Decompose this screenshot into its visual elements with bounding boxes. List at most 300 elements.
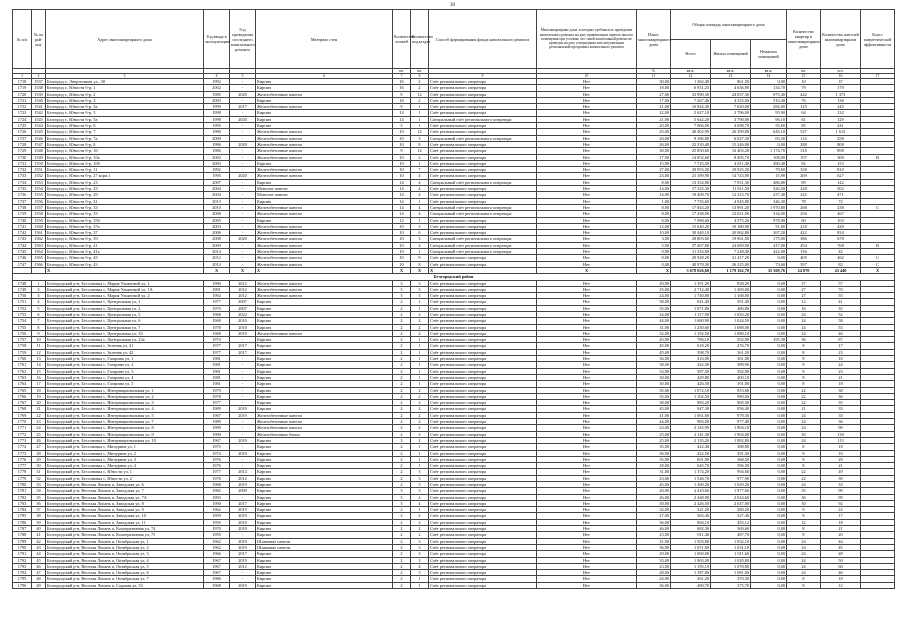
row-wall-material: Кирпич (256, 507, 393, 513)
row-area-living: 994,60 (711, 469, 751, 475)
row-wall-material: Железобетонные панели (256, 230, 393, 236)
row-apartments: 12 (787, 299, 821, 305)
row-district-no: 1542 (32, 110, 46, 116)
row-address: Белгородский р-н, Веселая Лопань п, Заводская ул, 11 (46, 519, 204, 525)
row-wall-material: Кирпич (256, 406, 393, 412)
row-wall-material: Кирпич (256, 532, 393, 538)
row-residents: 90 (821, 488, 861, 494)
column-number: 14 (751, 74, 787, 79)
row-year-built: 1992 (204, 79, 230, 85)
row-year-built: 2003 (204, 160, 230, 166)
row-floors: 10 (393, 255, 411, 261)
row-year-overhaul: 2012 (230, 563, 256, 569)
row-wear: 0,00 (637, 261, 671, 267)
row-floors: 2 (393, 431, 411, 437)
row-emergency: Нет (537, 519, 637, 525)
row-address: Белгородский р-н, Веселая Лопань п, Октябрьская ул, 1 (46, 538, 204, 544)
row-residents: 44 (821, 538, 861, 544)
row-entrances: 2 (411, 513, 429, 519)
row-fund-method: Счёт регионального оператора (429, 387, 537, 393)
row-emergency: Нет (537, 179, 637, 185)
row-area-living: 4 335,00 (711, 97, 751, 103)
row-apartments: 397 (787, 261, 821, 267)
row-district-no: 1549 (32, 154, 46, 160)
row-year-overhaul: 2017 (230, 104, 256, 110)
row-area-nonliving: 0,00 (751, 368, 787, 374)
row-area-nonliving: 417,00 (751, 242, 787, 248)
row-wall-material: Кирпич (256, 551, 393, 557)
row-area-all: 25 850,60 (671, 148, 711, 154)
row-fund-method: Счёт регионального оператора (429, 538, 537, 544)
row-no: 1770 (13, 419, 32, 425)
row-wear: 12,00 (637, 223, 671, 229)
row-residents: 72 (821, 198, 861, 204)
row-district-no: 34 (32, 488, 46, 494)
row-year-built: 1986 (204, 141, 230, 147)
row-year-overhaul: - (230, 456, 256, 462)
header-year-overhaul: Год проведения последнего капитального ремонта (230, 10, 256, 69)
row-district-no: 1563 (32, 242, 46, 248)
row-area-living: 7 931,30 (711, 179, 751, 185)
row-district-no: 1546 (32, 135, 46, 141)
row-district-no: 3 (32, 293, 46, 299)
row-area-all: 37 467,80 (671, 242, 711, 248)
row-entrances: 2 (411, 97, 429, 103)
row-area-all: 7 725,30 (671, 160, 711, 166)
row-emergency: Нет (537, 532, 637, 538)
row-address: Белгородский р-н, Веселая Лопань п, Октябрьская ул, 2 (46, 544, 204, 550)
row-year-overhaul: 2018 (230, 324, 256, 330)
row-residents: 179 (821, 85, 861, 91)
row-no: 1723 (13, 110, 32, 116)
row-area-all: 11 333,60 (671, 249, 711, 255)
row-entrances: 3 (411, 488, 429, 494)
row-address: Белгород г., Юности б-р, 43 (46, 261, 204, 267)
row-area-nonliving: 95,90 (751, 110, 787, 116)
row-district-no: 42 (32, 538, 46, 544)
row-district-no: 12 (32, 349, 46, 355)
row-fund-method: Счёт регионального оператора (429, 563, 537, 569)
row-district-no: 1557 (32, 204, 46, 210)
row-address: Белгородский р-н, Бессоновка с, Центральная ул, 2 (46, 305, 204, 311)
row-floors: 2 (393, 425, 411, 431)
row-year-built: 1975 (204, 444, 230, 450)
row-entrances: 1 (411, 368, 429, 374)
row-apartments: 24 (787, 551, 821, 557)
row-floors: 2 (393, 456, 411, 462)
column-number: 11 (637, 74, 671, 79)
row-floors: 9 (393, 91, 411, 97)
row-wear: 23,00 (637, 532, 671, 538)
row-emergency: Нет (537, 148, 637, 154)
row-area-living: 953,80 (711, 387, 751, 393)
row-residents: 132 (821, 110, 861, 116)
row-apartments: 338 (787, 167, 821, 173)
row-apartments: 24 (787, 557, 821, 563)
row-area-living: 368,50 (711, 456, 751, 462)
row-emergency: Нет (537, 406, 637, 412)
row-area-nonliving: 1 970,80 (751, 204, 787, 210)
row-area-nonliving: 0,00 (751, 538, 787, 544)
row-fund-method: Счёт регионального оператора (429, 186, 537, 192)
row-fund-method: Счёт регионального оператора (429, 406, 537, 412)
row-area-living: 19 925,30 (711, 167, 751, 173)
row-district-no: 26 (32, 437, 46, 443)
row-year-built: 1999 (204, 104, 230, 110)
row-fund-method: Счёт регионального оператора (429, 482, 537, 488)
row-apartments: 36 (787, 494, 821, 500)
row-area-nonliving: 15,90 (751, 173, 787, 179)
row-area-living: 26 399,80 (711, 129, 751, 135)
row-area-all: 1 963,00 (671, 557, 711, 563)
row-apartments: 16 (787, 305, 821, 311)
row-fund-method: Счёт регионального оператора (429, 97, 537, 103)
row-no: 1739 (13, 211, 32, 217)
row-fund-method: Счёт регионального оператора (429, 129, 537, 135)
row-wall-material: Железобетонные панели (256, 104, 393, 110)
page-number: 30 (450, 3, 455, 8)
row-emergency: Нет (537, 293, 637, 299)
row-fund-method: Счёт регионального оператора (429, 381, 537, 387)
table-body (13, 79, 895, 589)
row-wear: 25,00 (637, 437, 671, 443)
row-emergency: Нет (537, 349, 637, 355)
row-apartments: 85 (787, 123, 821, 129)
row-wall-material: Кирпич (256, 356, 393, 362)
row-fund-method: Специальный счёт регионального оператора (429, 242, 537, 248)
row-residents: 49 (821, 469, 861, 475)
row-fund-method: Счёт регионального оператора (429, 293, 537, 299)
row-area-living: 1 020,80 (711, 557, 751, 563)
row-address: Белгородский р-н, Бессоновка с, Мария Ульяновой ул, 2 (46, 293, 204, 299)
row-residents: 46 (821, 330, 861, 336)
row-area-nonliving: 490,40 (751, 160, 787, 166)
row-district-no: 38 (32, 513, 46, 519)
row-wear: 32,00 (637, 330, 671, 336)
row-fund-method: Счёт регионального оператора (429, 450, 537, 456)
row-district-no: 47 (32, 570, 46, 576)
row-no: 1732 (13, 167, 32, 173)
row-district-no: 1553 (32, 179, 46, 185)
row-year-overhaul: 2019 (230, 412, 256, 418)
row-area-living: 7 248,40 (711, 249, 751, 255)
row-wear: 28,00 (637, 463, 671, 469)
row-no: 1789 (13, 538, 32, 544)
row-floors: 16 (393, 79, 411, 85)
row-floors: 9 (393, 104, 411, 110)
row-apartments: 24 (787, 412, 821, 418)
row-no: 1776 (13, 456, 32, 462)
row-floors: 12 (393, 217, 411, 223)
row-address: Белгород г., Юности б-р, 5 (46, 110, 204, 116)
row-no: 1743 (13, 236, 32, 242)
row-no: 1760 (13, 356, 32, 362)
row-area-living: 375,70 (711, 582, 751, 588)
row-entrances: 1 (411, 507, 429, 513)
row-wear: 20,00 (637, 135, 671, 141)
row-wear: 34,00 (637, 311, 671, 317)
row-residents: 136 (821, 97, 861, 103)
row-address: Белгород г., Юности б-р, 27 корп.1 (46, 173, 204, 179)
row-year-built: 2004 (204, 186, 230, 192)
row-emergency: Нет (537, 482, 637, 488)
row-year-overhaul: X (230, 267, 256, 273)
row-entrances: 3 (411, 293, 429, 299)
row-year-overhaul: - (230, 160, 256, 166)
row-no: 1728 (13, 141, 32, 147)
row-emergency: Нет (537, 444, 637, 450)
row-no: 1753 (13, 311, 32, 317)
row-energy-class: X (861, 267, 895, 273)
row-residents: 38 (821, 387, 861, 393)
row-fund-method: Счёт регионального оператора (429, 368, 537, 374)
row-apartments: 22 (787, 387, 821, 393)
row-area-living: 10 180,90 (711, 223, 751, 229)
column-number: 2 (32, 74, 46, 79)
row-year-built: 1977 (204, 469, 230, 475)
row-district-no: 1547 (32, 141, 46, 147)
row-year-overhaul: 2019 (230, 406, 256, 412)
row-residents: 834 (821, 230, 861, 236)
row-area-living: 276,70 (711, 343, 751, 349)
row-floors: 10 (393, 141, 411, 147)
row-apartments: 8 (787, 456, 821, 462)
row-year-overhaul: 2012 (230, 286, 256, 292)
row-fund-method: Счёт регионального оператора (429, 507, 537, 513)
row-district-no: 19 (32, 393, 46, 399)
row-floors: 2 (393, 576, 411, 582)
row-wear: 17,00 (637, 97, 671, 103)
row-address: Белгород г., Юности б-р, 41 (46, 242, 204, 248)
row-year-overhaul: 2020 (230, 173, 256, 179)
row-address: Белгородский р-н, Бессоновка с, Интернациональная ул, 5 (46, 412, 204, 418)
row-address: Белгородский р-н, Бессоновка с, Мичурина ул, 3 (46, 456, 204, 462)
row-residents: 1 612 (821, 129, 861, 135)
row-residents: 142 (821, 179, 861, 185)
row-floors: 2 (393, 318, 411, 324)
row-area-all: 645,70 (671, 463, 711, 469)
row-area-living: 1 032,10 (711, 538, 751, 544)
row-area-all: 1 740,80 (671, 293, 711, 299)
row-fund-method: Счёт регионального оператора (429, 526, 537, 532)
row-year-built: 1986 (204, 576, 230, 582)
row-emergency: Нет (537, 463, 637, 469)
row-year-built: 1977 (204, 349, 230, 355)
row-year-overhaul: 2020 (230, 236, 256, 242)
row-entrances: 4 (411, 186, 429, 192)
row-no: 1767 (13, 400, 32, 406)
row-residents: 35 (821, 305, 861, 311)
column-number: 15 (787, 74, 821, 79)
row-wall-material: Кирпич (256, 79, 393, 85)
row-year-built: 1998 (204, 116, 230, 122)
row-year-overhaul: 2020 (230, 91, 256, 97)
row-residents: 82 (821, 261, 861, 267)
row-entrances: 1 (411, 305, 429, 311)
row-area-all: 1 362,40 (671, 79, 711, 85)
row-district-no: 1561 (32, 230, 46, 236)
header-apartments: Количество квартир в многоквартирном доме (787, 10, 821, 69)
row-entrances: 3 (411, 431, 429, 437)
row-area-nonliving: 0,00 (751, 494, 787, 500)
row-area-living: 4 636,80 (711, 85, 751, 91)
row-wear: 46,00 (637, 526, 671, 532)
row-area-all: 2 448,90 (671, 494, 711, 500)
row-fund-method: Счёт регионального оператора (429, 513, 537, 519)
row-year-overhaul: 2017 (230, 343, 256, 349)
row-area-all: 786,10 (671, 337, 711, 343)
row-district-no: 14 (32, 362, 46, 368)
row-no: 1733 (13, 173, 32, 179)
row-year-overhaul: - (230, 255, 256, 261)
row-area-nonliving: 0,00 (751, 280, 787, 286)
row-area-living: 1 168,00 (711, 293, 751, 299)
row-no: 1784 (13, 507, 32, 513)
row-no: 1722 (13, 104, 32, 110)
row-no: 1724 (13, 116, 32, 122)
row-year-overhaul: - (230, 148, 256, 154)
row-address: Белгород г., Юности б-р, 41а (46, 249, 204, 255)
row-area-living: 8 495,70 (711, 154, 751, 160)
row-apartments: 8 (787, 362, 821, 368)
row-district-no: 1550 (32, 160, 46, 166)
row-emergency: Нет (537, 249, 637, 255)
row-no: 1772 (13, 431, 32, 437)
row-entrances: 4 (411, 204, 429, 210)
row-wear: 33,00 (637, 368, 671, 374)
row-residents: 70 (821, 286, 861, 292)
row-emergency: Нет (537, 192, 637, 198)
row-area-living: 838,20 (711, 280, 751, 286)
row-residents: 462 (821, 255, 861, 261)
row-entrances: 4 (411, 192, 429, 198)
row-wear: 30,00 (637, 79, 671, 85)
row-floors: 10 (393, 223, 411, 229)
row-wall-material: Кирпич (256, 576, 393, 582)
row-emergency: Нет (537, 299, 637, 305)
row-address: Белгородский р-н, Бессоновка с, Интернациональная ул, 2 (46, 393, 204, 399)
row-wall-material: Железобетонные панели (256, 141, 393, 147)
row-emergency: Нет (537, 123, 637, 129)
row-area-all: 1 546,70 (671, 475, 711, 481)
row-emergency: Нет (537, 570, 637, 576)
row-area-all: 1 374,20 (671, 469, 711, 475)
row-entrances: 3 (411, 286, 429, 292)
row-area-nonliving: 0,00 (751, 431, 787, 437)
row-no: 1781 (13, 488, 32, 494)
row-floors: 2 (393, 356, 411, 362)
row-year-built: 1990 (204, 500, 230, 506)
row-emergency: Нет (537, 154, 637, 160)
row-address: Белгород г., Юности б-р, 7 (46, 129, 204, 135)
row-year-overhaul: - (230, 356, 256, 362)
row-area-all: 1 060,00 (671, 551, 711, 557)
row-year-overhaul: 2019 (230, 513, 256, 519)
row-year-built: 1989 (204, 406, 230, 412)
row-emergency: Нет (537, 242, 637, 248)
row-year-overhaul: - (230, 463, 256, 469)
column-number: 5 (230, 74, 256, 79)
row-emergency: Нет (537, 456, 637, 462)
row-floors: 2 (393, 544, 411, 550)
row-no: 1780 (13, 482, 32, 488)
row-wear: 14,00 (637, 192, 671, 198)
row-area-all: 5 627,10 (671, 110, 711, 116)
header-total-area-group: Общая площадь многоквартирного дома (671, 10, 787, 40)
row-apartments: 35 (787, 488, 821, 494)
row-entrances: 2 (411, 393, 429, 399)
row-area-nonliving: 0,00 (751, 437, 787, 443)
row-area-nonliving: 0,00 (751, 450, 787, 456)
row-emergency: Нет (537, 513, 637, 519)
row-entrances: 6 (411, 230, 429, 236)
row-year-overhaul: - (230, 223, 256, 229)
row-area-all: 426,30 (671, 381, 711, 387)
row-year-built: 2008 (204, 211, 230, 217)
row-year-built: 2000 (204, 135, 230, 141)
row-apartments: 125 (787, 104, 821, 110)
row-emergency: Нет (537, 576, 637, 582)
row-address: Белгород г., Юности б-р, 7а (46, 135, 204, 141)
row-apartments: 24 (787, 570, 821, 576)
row-fund-method: Счёт регионального оператора (429, 463, 537, 469)
row-area-all: 1 061,60 (671, 412, 711, 418)
row-area-living: 1 011,60 (711, 551, 751, 557)
row-apartments: 24 (787, 437, 821, 443)
row-area-all: 1 187,80 (671, 570, 711, 576)
header-no-district: № по рай-ону (32, 10, 46, 69)
row-year-overhaul: 2019 (230, 582, 256, 588)
row-floors: 14 (393, 211, 411, 217)
row-emergency: Нет (537, 79, 637, 85)
row-area-all: 947,30 (671, 406, 711, 412)
row-year-built: 1968 (204, 482, 230, 488)
row-district-no: 20 (32, 400, 46, 406)
row-floors: 2 (393, 570, 411, 576)
row-wear: 29,00 (637, 488, 671, 494)
row-address: Белгородский р-н, Веселая Лопань п, Октябрьская ул, 4 (46, 557, 204, 563)
row-area-all: 911,40 (671, 532, 711, 538)
row-residents: 241 (821, 123, 861, 129)
row-apartments: 156 (787, 249, 821, 255)
row-year-built: 1979 (204, 387, 230, 393)
row-year-built: 1986 (204, 148, 230, 154)
row-area-living: 327,40 (711, 513, 751, 519)
row-area-living: 1 080,10 (711, 330, 751, 336)
unit-area-nonliving: кв.м. (751, 69, 787, 74)
header-address: Адрес многоквартирного дома (46, 10, 204, 69)
row-floors: 2 (393, 475, 411, 481)
row-area-nonliving: 0,00 (751, 563, 787, 569)
row-floors: 2 (393, 393, 411, 399)
row-area-all: 1 250,60 (671, 324, 711, 330)
row-area-nonliving: 0,00 (751, 141, 787, 147)
row-address: Белгородский р-н, Веселая Лопань п, Октябрьская ул, 5 (46, 563, 204, 569)
row-floors: 3 (393, 293, 411, 299)
row-area-all: 1 072,10 (671, 387, 711, 393)
row-residents: 768 (821, 242, 861, 248)
row-floors: 10 (393, 160, 411, 166)
row-district-no: 1558 (32, 211, 46, 217)
row-floors: 2 (393, 349, 411, 355)
row-residents: 18 (821, 576, 861, 582)
row-entrances: 2 (411, 400, 429, 406)
row-residents: 21 (821, 374, 861, 380)
row-residents: 48 (821, 551, 861, 557)
row-entrances: 3 (411, 280, 429, 286)
row-area-nonliving: 334,00 (751, 211, 787, 217)
row-apartments: 8 (787, 532, 821, 538)
